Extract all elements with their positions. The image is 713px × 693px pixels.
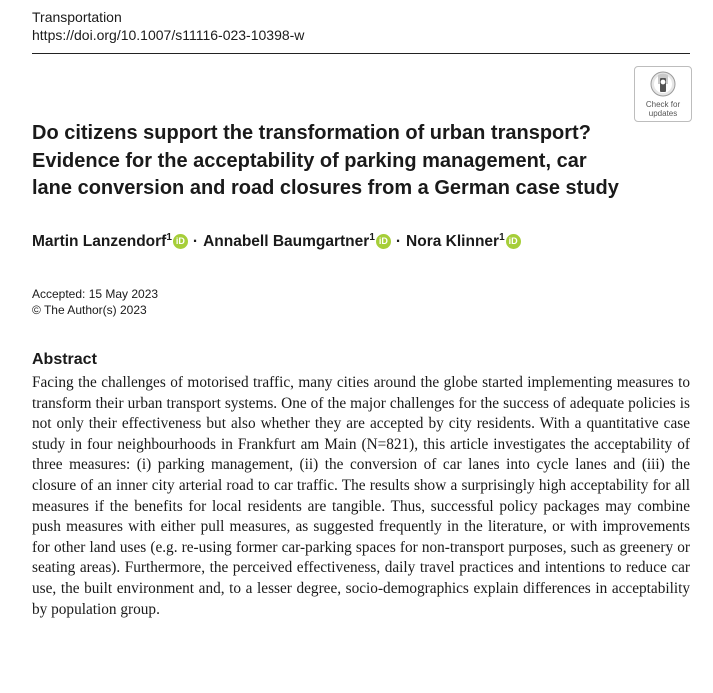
header-divider xyxy=(32,53,690,54)
doi-link[interactable]: https://doi.org/10.1007/s11116-023-10398-w xyxy=(32,27,305,43)
abstract-text: Facing the challenges of motorised traffic, many cities around the globe started implementing measures to transform their urban transport systems. One of the major challenges for the success of adequate policies is not only their effectiveness but also whether they are accepted by city residents. With a quantitative case study in four neighbourhoods in Frankfurt am Main (N=821), this article investigates the acceptability of three measures: (i) parking management, (ii) the conversion of car lanes into cycle lanes and (iii) the closure of an inner city arterial road to car traffic. The results show a surprisingly high acceptability for all measures if the benefits for local residents are tangible. Thus, successful policy packages may combine push measures with either pull measures, as suggested frequently in the literature, or with improvements for other land uses (e.g. re-using former car-parking spaces for non-transport purposes, such as greenery or seating areas). Furthermore, the perceived effectiveness, daily travel practices and intentions to reduce car use, the built environment and, to a lesser degree, socio-demographics explain differences in acceptability by population group. xyxy=(32,374,690,618)
abstract-heading: Abstract xyxy=(32,351,97,368)
author-separator: · xyxy=(192,232,199,250)
author-name: Martin Lanzendorf xyxy=(32,233,167,250)
journal-name: Transportation xyxy=(32,9,122,25)
crossmark-icon xyxy=(650,71,676,97)
author-list xyxy=(32,232,521,251)
journal-header xyxy=(32,8,304,44)
author-separator: · xyxy=(395,232,402,250)
author-name: Annabell Baumgartner xyxy=(203,233,370,250)
affiliation-marker: 1 xyxy=(166,232,172,243)
orcid-icon[interactable]: iD xyxy=(376,234,391,249)
author-1[interactable] xyxy=(32,232,188,251)
affiliation-marker: 1 xyxy=(499,232,505,243)
publication-dates xyxy=(32,286,158,318)
badge-line2: updates xyxy=(648,109,678,118)
author-2[interactable] xyxy=(203,232,391,251)
check-for-updates-badge[interactable] xyxy=(634,66,692,122)
affiliation-marker: 1 xyxy=(369,232,375,243)
orcid-icon[interactable]: iD xyxy=(173,234,188,249)
author-3[interactable] xyxy=(406,232,521,251)
badge-line1: Check for xyxy=(645,100,681,109)
orcid-icon[interactable]: iD xyxy=(506,234,521,249)
article-title: Do citizens support the transformation of urban transport? Evidence for the acceptability of parking management, car lane conversion and road closures from a German case study xyxy=(32,122,619,199)
copyright-notice: © The Author(s) 2023 xyxy=(32,303,147,317)
accepted-date: Accepted: 15 May 2023 xyxy=(32,287,159,301)
author-name: Nora Klinner xyxy=(406,233,500,250)
